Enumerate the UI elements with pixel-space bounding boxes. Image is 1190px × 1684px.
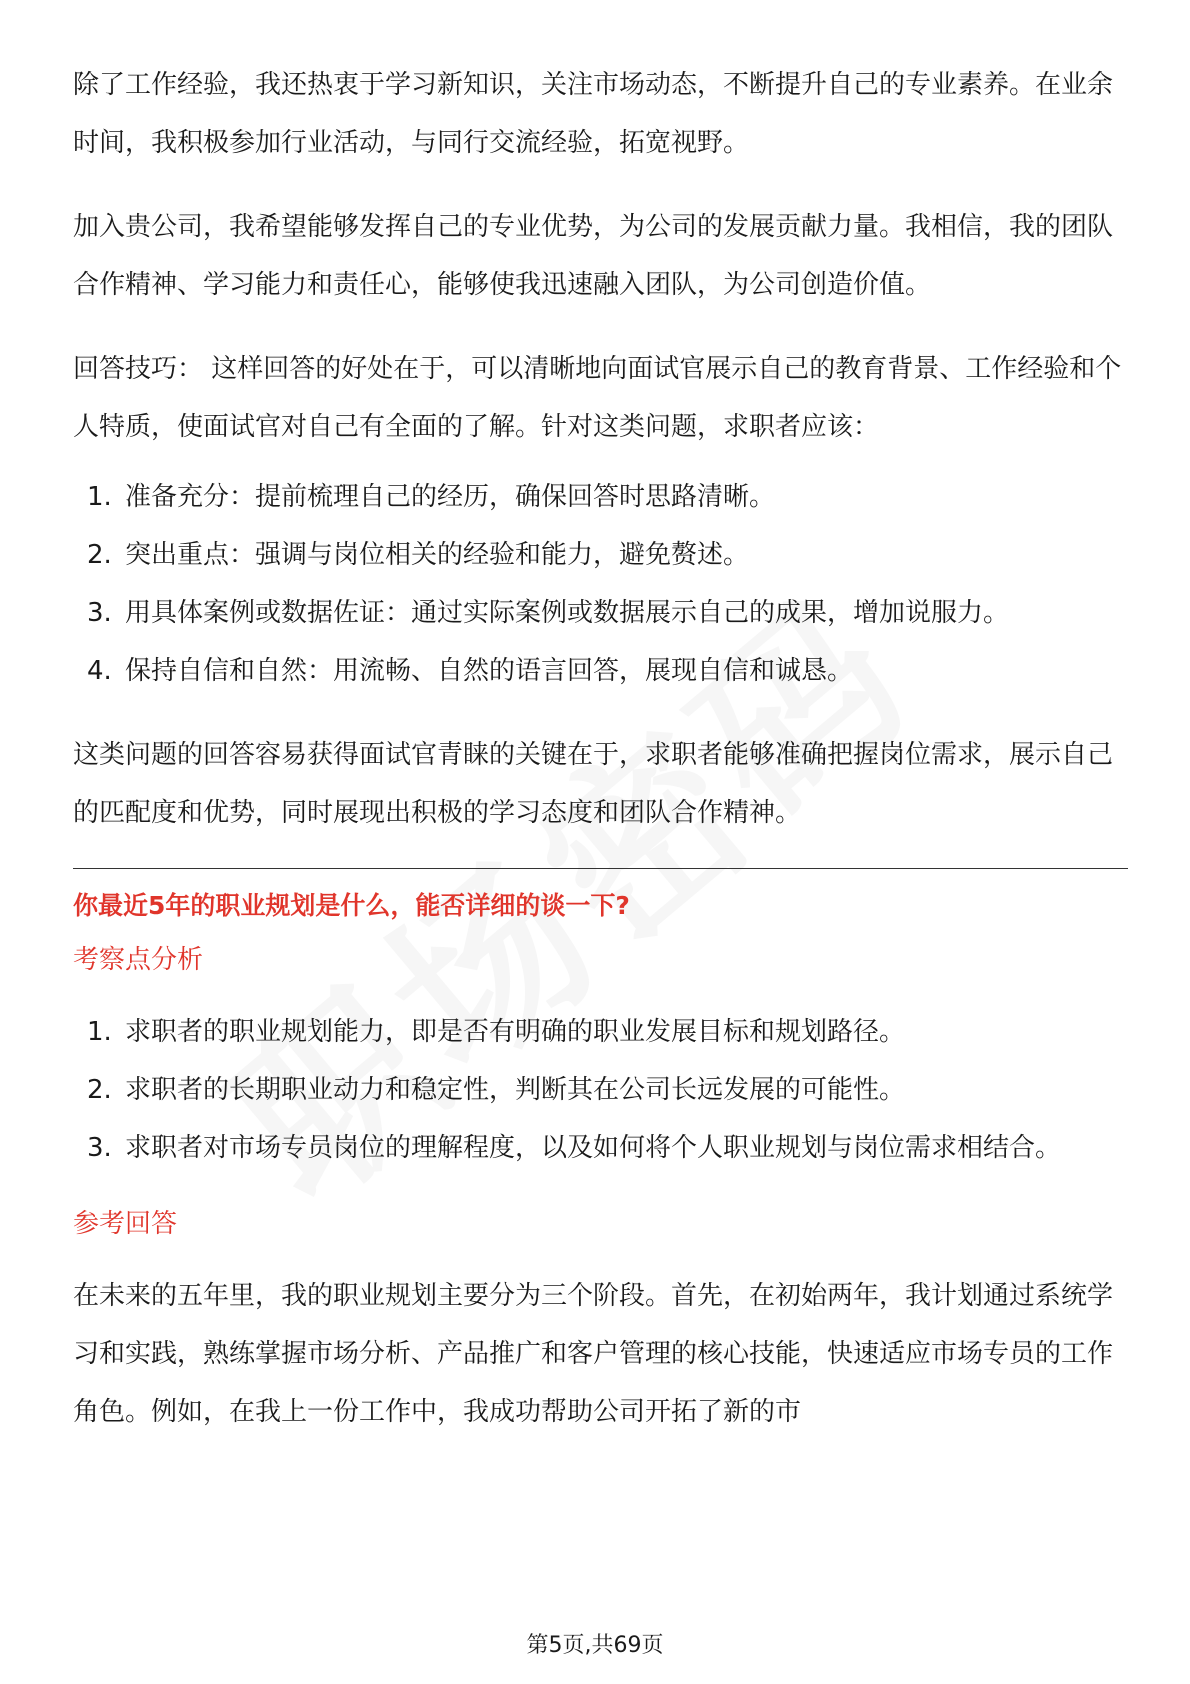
list-number: 2. bbox=[87, 1075, 112, 1105]
list-number: 3. bbox=[87, 1133, 112, 1163]
list-item bbox=[73, 468, 1128, 526]
list-item bbox=[73, 584, 1128, 642]
list-item-text: 求职者的职业规划能力，即是否有明确的职业发展目标和规划路径。 bbox=[125, 1017, 906, 1047]
list-item-text: 求职者对市场专员岗位的理解程度，以及如何将个人职业规划与岗位需求相结合。 bbox=[125, 1133, 1062, 1163]
section-divider bbox=[73, 868, 1128, 869]
list-item bbox=[73, 1061, 1128, 1119]
paragraph: 加入贵公司，我希望能够发挥自己的专业优势，为公司的发展贡献力量。我相信，我的团队合作精神、学习能力和责任心，能够使我迅速融入团队，为公司创造价值。 bbox=[73, 212, 1114, 300]
list-item-text: 用具体案例或数据佐证：通过实际案例或数据展示自己的成果，增加说服力。 bbox=[125, 598, 1010, 628]
analysis-list bbox=[73, 1003, 1128, 1177]
list-item bbox=[73, 642, 1128, 700]
paragraph: 除了工作经验，我还热衷于学习新知识，关注市场动态，不断提升自己的专业素养。在业余时间，我积极参加行业活动，与同行交流经验，拓宽视野。 bbox=[73, 70, 1114, 158]
answer-heading: 参考回答 bbox=[73, 1209, 178, 1239]
page-footer: 第5页,共69页 bbox=[526, 1633, 664, 1658]
list-number: 3. bbox=[87, 598, 112, 628]
question-title: 你最近5年的职业规划是什么，能否详细的谈一下? bbox=[73, 891, 630, 920]
list-item-text: 准备充分：提前梳理自己的经历，确保回答时思路清晰。 bbox=[125, 482, 776, 512]
list-item bbox=[73, 526, 1128, 584]
list-number: 1. bbox=[87, 482, 112, 512]
list-item-text: 突出重点：强调与岗位相关的经验和能力，避免赘述。 bbox=[125, 540, 750, 570]
list-number: 1. bbox=[87, 1017, 112, 1047]
summary-paragraph: 这类问题的回答容易获得面试官青睐的关键在于，求职者能够准确把握岗位需求，展示自己的匹配度和优势，同时展现出积极的学习态度和团队合作精神。 bbox=[73, 740, 1114, 828]
paragraph: 回答技巧： 这样回答的好处在于，可以清晰地向面试官展示自己的教育背景、工作经验和个人特质，使面试官对自己有全面的了解。针对这类问题，求职者应该： bbox=[73, 354, 1122, 442]
list-item bbox=[73, 1003, 1128, 1061]
tips-list bbox=[73, 468, 1128, 700]
list-item bbox=[73, 1119, 1128, 1177]
list-item-text: 保持自信和自然：用流畅、自然的语言回答，展现自信和诚恳。 bbox=[125, 656, 854, 686]
list-item-text: 求职者的长期职业动力和稳定性，判断其在公司长远发展的可能性。 bbox=[125, 1075, 906, 1105]
list-number: 4. bbox=[87, 656, 112, 686]
analysis-heading: 考察点分析 bbox=[73, 945, 204, 975]
document-body bbox=[73, 56, 1128, 1441]
answer-paragraph: 在未来的五年里，我的职业规划主要分为三个阶段。首先，在初始两年，我计划通过系统学习和实践，熟练掌握市场分析、产品推广和客户管理的核心技能，快速适应市场专员的工作角色。例如，在我上一份工作中，我成功帮助公司开拓了新的市 bbox=[73, 1281, 1114, 1427]
list-number: 2. bbox=[87, 540, 112, 570]
